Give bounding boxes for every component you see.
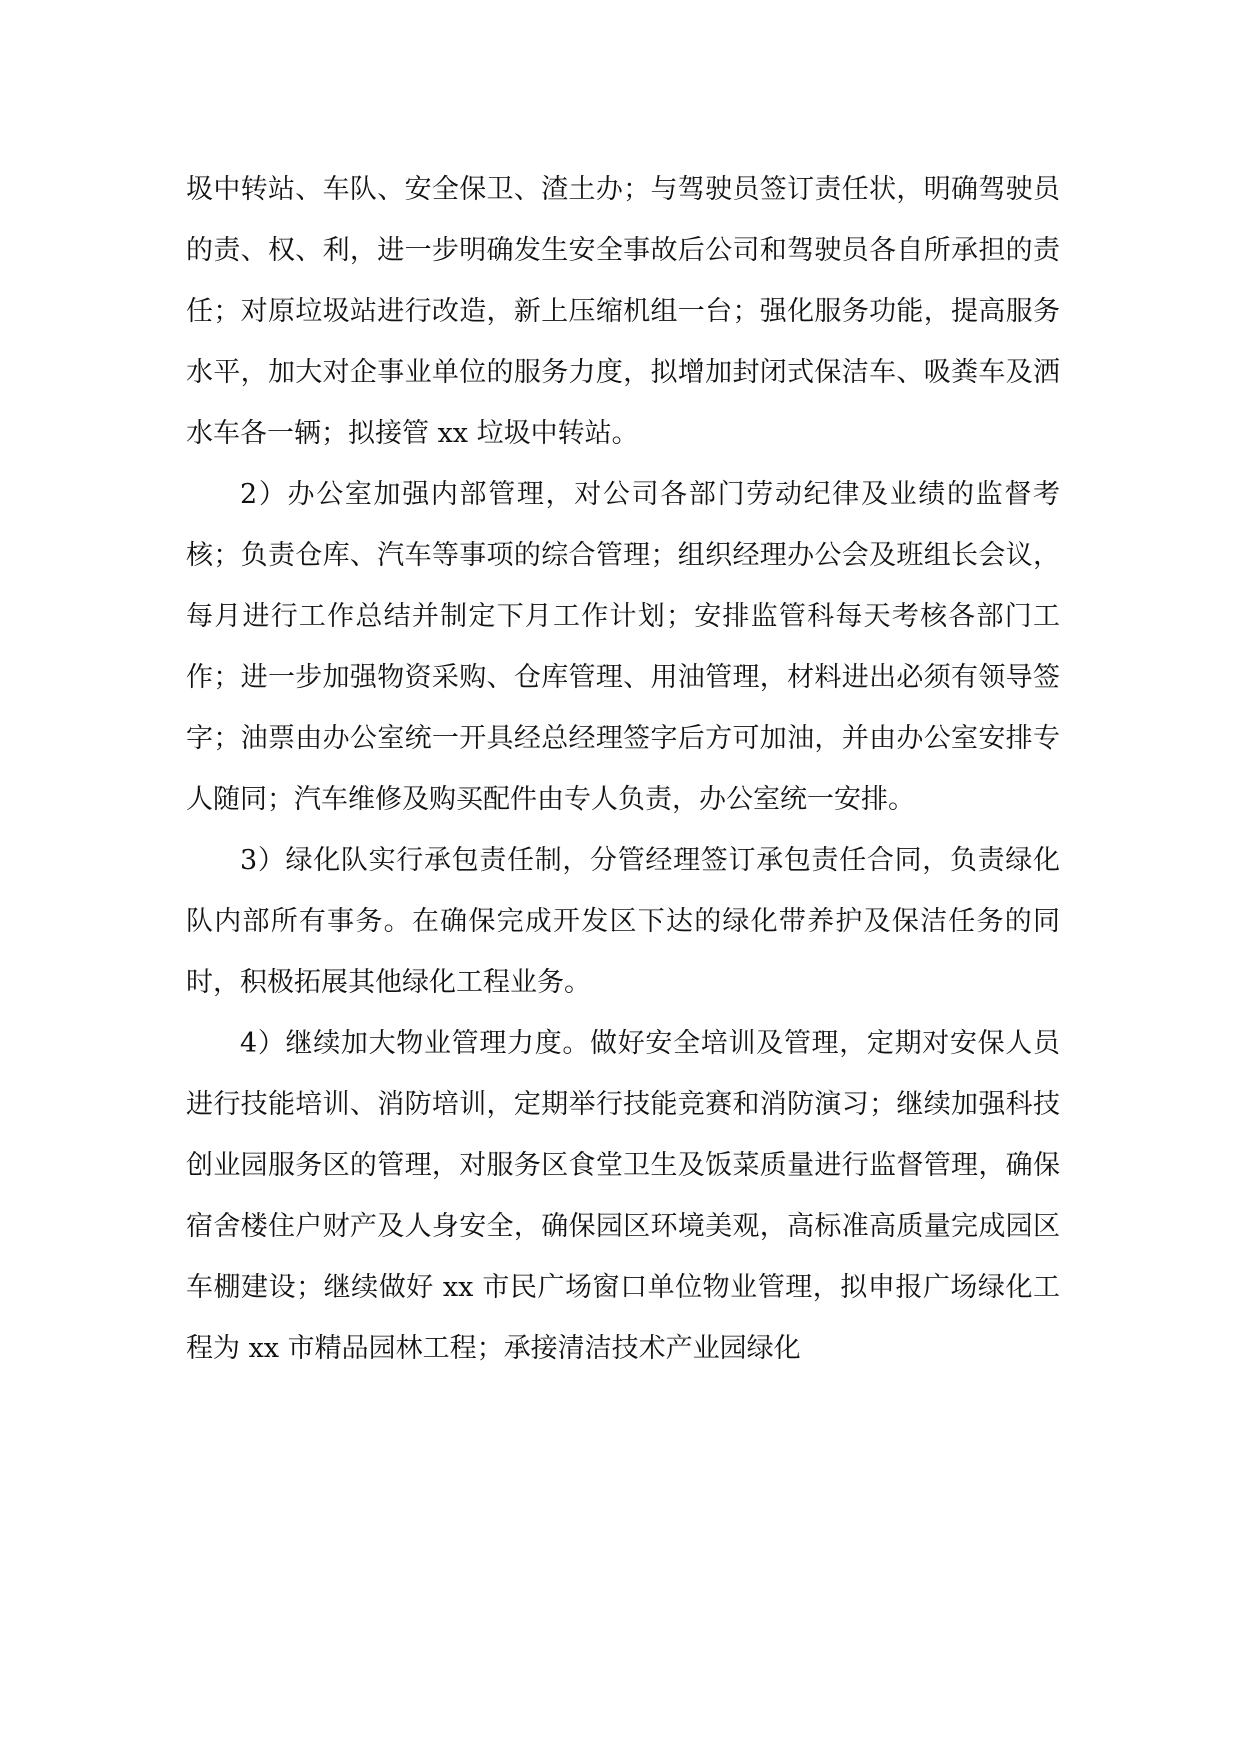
document-body [186, 159, 1060, 1379]
paragraph-1: 圾中转站、车队、安全保卫、渣土办；与驾驶员签订责任状，明确驾驶员的责、权、利，进一步明确发生安全事故后公司和驾驶员各自所承担的责任；对原垃圾站进行改造，新上压缩机组一台；强化服务功能，提高服务水平，加大对企事业单位的服务力度，拟增加封闭式保洁车、吸粪车及洒水车各一辆；拟接管 xx 垃圾中转站。 [186, 174, 1060, 449]
paragraph-4: 4）继续加大物业管理力度。做好安全培训及管理，定期对安保人员进行技能培训、消防培训，定期举行技能竞赛和消防演习；继续加强科技创业园服务区的管理，对服务区食堂卫生及饭菜质量进行监督管理，确保宿舍楼住户财产及人身安全，确保园区环境美观，高标准高质量完成园区车棚建设；继续做好 xx 市民广场窗口单位物业管理，拟申报广场绿化工程为 xx 市精品园林工程；承接清洁技术产业园绿化 [186, 1028, 1060, 1364]
paragraph-2: 2）办公室加强内部管理，对公司各部门劳动纪律及业绩的监督考核；负责仓库、汽车等事项的综合管理；组织经理办公会及班组长会议，每月进行工作总结并制定下月工作计划；安排监管科每天考核各部门工作；进一步加强物资采购、仓库管理、用油管理，材料进出必须有领导签字；油票由办公室统一开具经总经理签字后方可加油，并由办公室安排专人随同；汽车维修及购买配件由专人负责，办公室统一安排。 [186, 479, 1060, 815]
paragraph-3: 3）绿化队实行承包责任制，分管经理签订承包责任合同，负责绿化队内部所有事务。在确保完成开发区下达的绿化带养护及保洁任务的同时，积极拓展其他绿化工程业务。 [186, 845, 1060, 998]
